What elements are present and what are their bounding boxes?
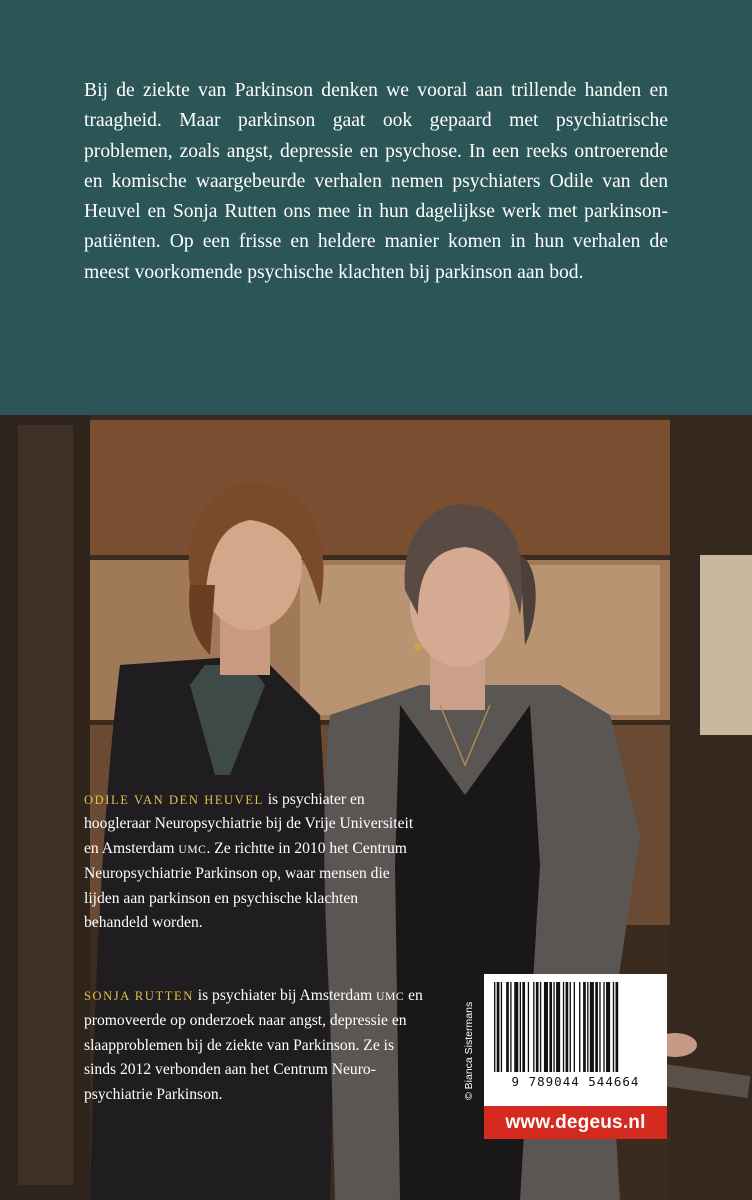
- barcode-bar: [528, 982, 529, 1072]
- barcode-bar: [506, 982, 509, 1072]
- bio-sonja: [84, 984, 424, 1107]
- barcode-bar: [603, 982, 604, 1072]
- publisher-banner: [484, 1106, 667, 1139]
- barcode-bar: [599, 982, 600, 1072]
- barcode-bar: [553, 982, 554, 1072]
- barcode-bar: [536, 982, 539, 1072]
- barcode-bar: [566, 982, 569, 1072]
- barcode-bars: [494, 982, 657, 1072]
- barcode-bar: [522, 982, 525, 1072]
- barcode-bar: [556, 982, 560, 1072]
- bio-odile: [84, 788, 424, 935]
- barcode-bar: [583, 982, 586, 1072]
- barcode-bar: [595, 982, 598, 1072]
- barcode-bar: [514, 982, 518, 1072]
- barcode-bar: [574, 982, 575, 1072]
- barcode-bar: [544, 982, 548, 1072]
- barcode-bar: [606, 982, 610, 1072]
- umc-abbrev: UMC: [178, 843, 207, 856]
- barcode-bar: [540, 982, 541, 1072]
- barcode-bar: [501, 982, 502, 1072]
- isbn-number: 9 789044 544664: [511, 1074, 640, 1089]
- barcode-bar: [549, 982, 552, 1072]
- photo-credit: © Bianca Sistermans: [463, 1001, 475, 1100]
- barcode-bar: [563, 982, 564, 1072]
- bio-odile-text-b: . Ze richtte in 2010 het Centrum Neuropsychiatrie Parkinson op, waar mensen die lijden aan parkinson en psychische klachten behandeld worden.: [84, 839, 407, 932]
- barcode-bar: [590, 982, 594, 1072]
- barcode-bar: [497, 982, 500, 1072]
- publisher-url[interactable]: www.degeus.nl: [505, 1111, 646, 1133]
- barcode-bar: [533, 982, 534, 1072]
- author-name-sonja: SONJA RUTTEN: [84, 989, 194, 1003]
- blurb-text: Bij de ziekte van Parkinson denken we vooral aan trillende handen en traagheid. Maar parkinson gaat ook gepaard met psychiatrische problemen, zoals angst, depressie en psychose. In een reeks ontroerende en komische waargebeurde verhalen nemen psychiaters Odile van den Heuvel en Sonja Rutten ons mee in hun dagelijkse werk met parkinsonpatiënten. Op een frisse en heldere manier komen in hun verhalen de meest voorkomende psychische klachten bij parkinson aan bod.: [84, 80, 668, 283]
- bio-sonja-text-a: is psychiater bij Amsterdam: [193, 987, 377, 1004]
- barcode-bar: [616, 982, 619, 1072]
- author-name-odile: ODILE VAN DEN HEUVEL: [84, 793, 264, 807]
- blurb-panel: [0, 0, 752, 415]
- barcode: [484, 974, 667, 1106]
- barcode-bar: [570, 982, 571, 1072]
- umc-abbrev: UMC: [376, 991, 405, 1003]
- barcode-bar: [494, 982, 495, 1072]
- barcode-bar: [510, 982, 511, 1072]
- barcode-bar: [587, 982, 588, 1072]
- bio-sonja-text-b: en promoveerde op onderzoek naar angst, depressie en slaapproblemen bij de ziekte van Parkinson. Ze is sinds 2012 verbonden aan het Centrum Neuropsychiatrie Parkinson.: [84, 987, 423, 1103]
- barcode-bar: [613, 982, 614, 1072]
- barcode-bar: [520, 982, 521, 1072]
- bio-odile-text-a: is psychiater en hoogleraar Neuropsychiatrie bij de Vrije Universiteit en Amsterdam: [84, 791, 414, 857]
- barcode-bar: [579, 982, 580, 1072]
